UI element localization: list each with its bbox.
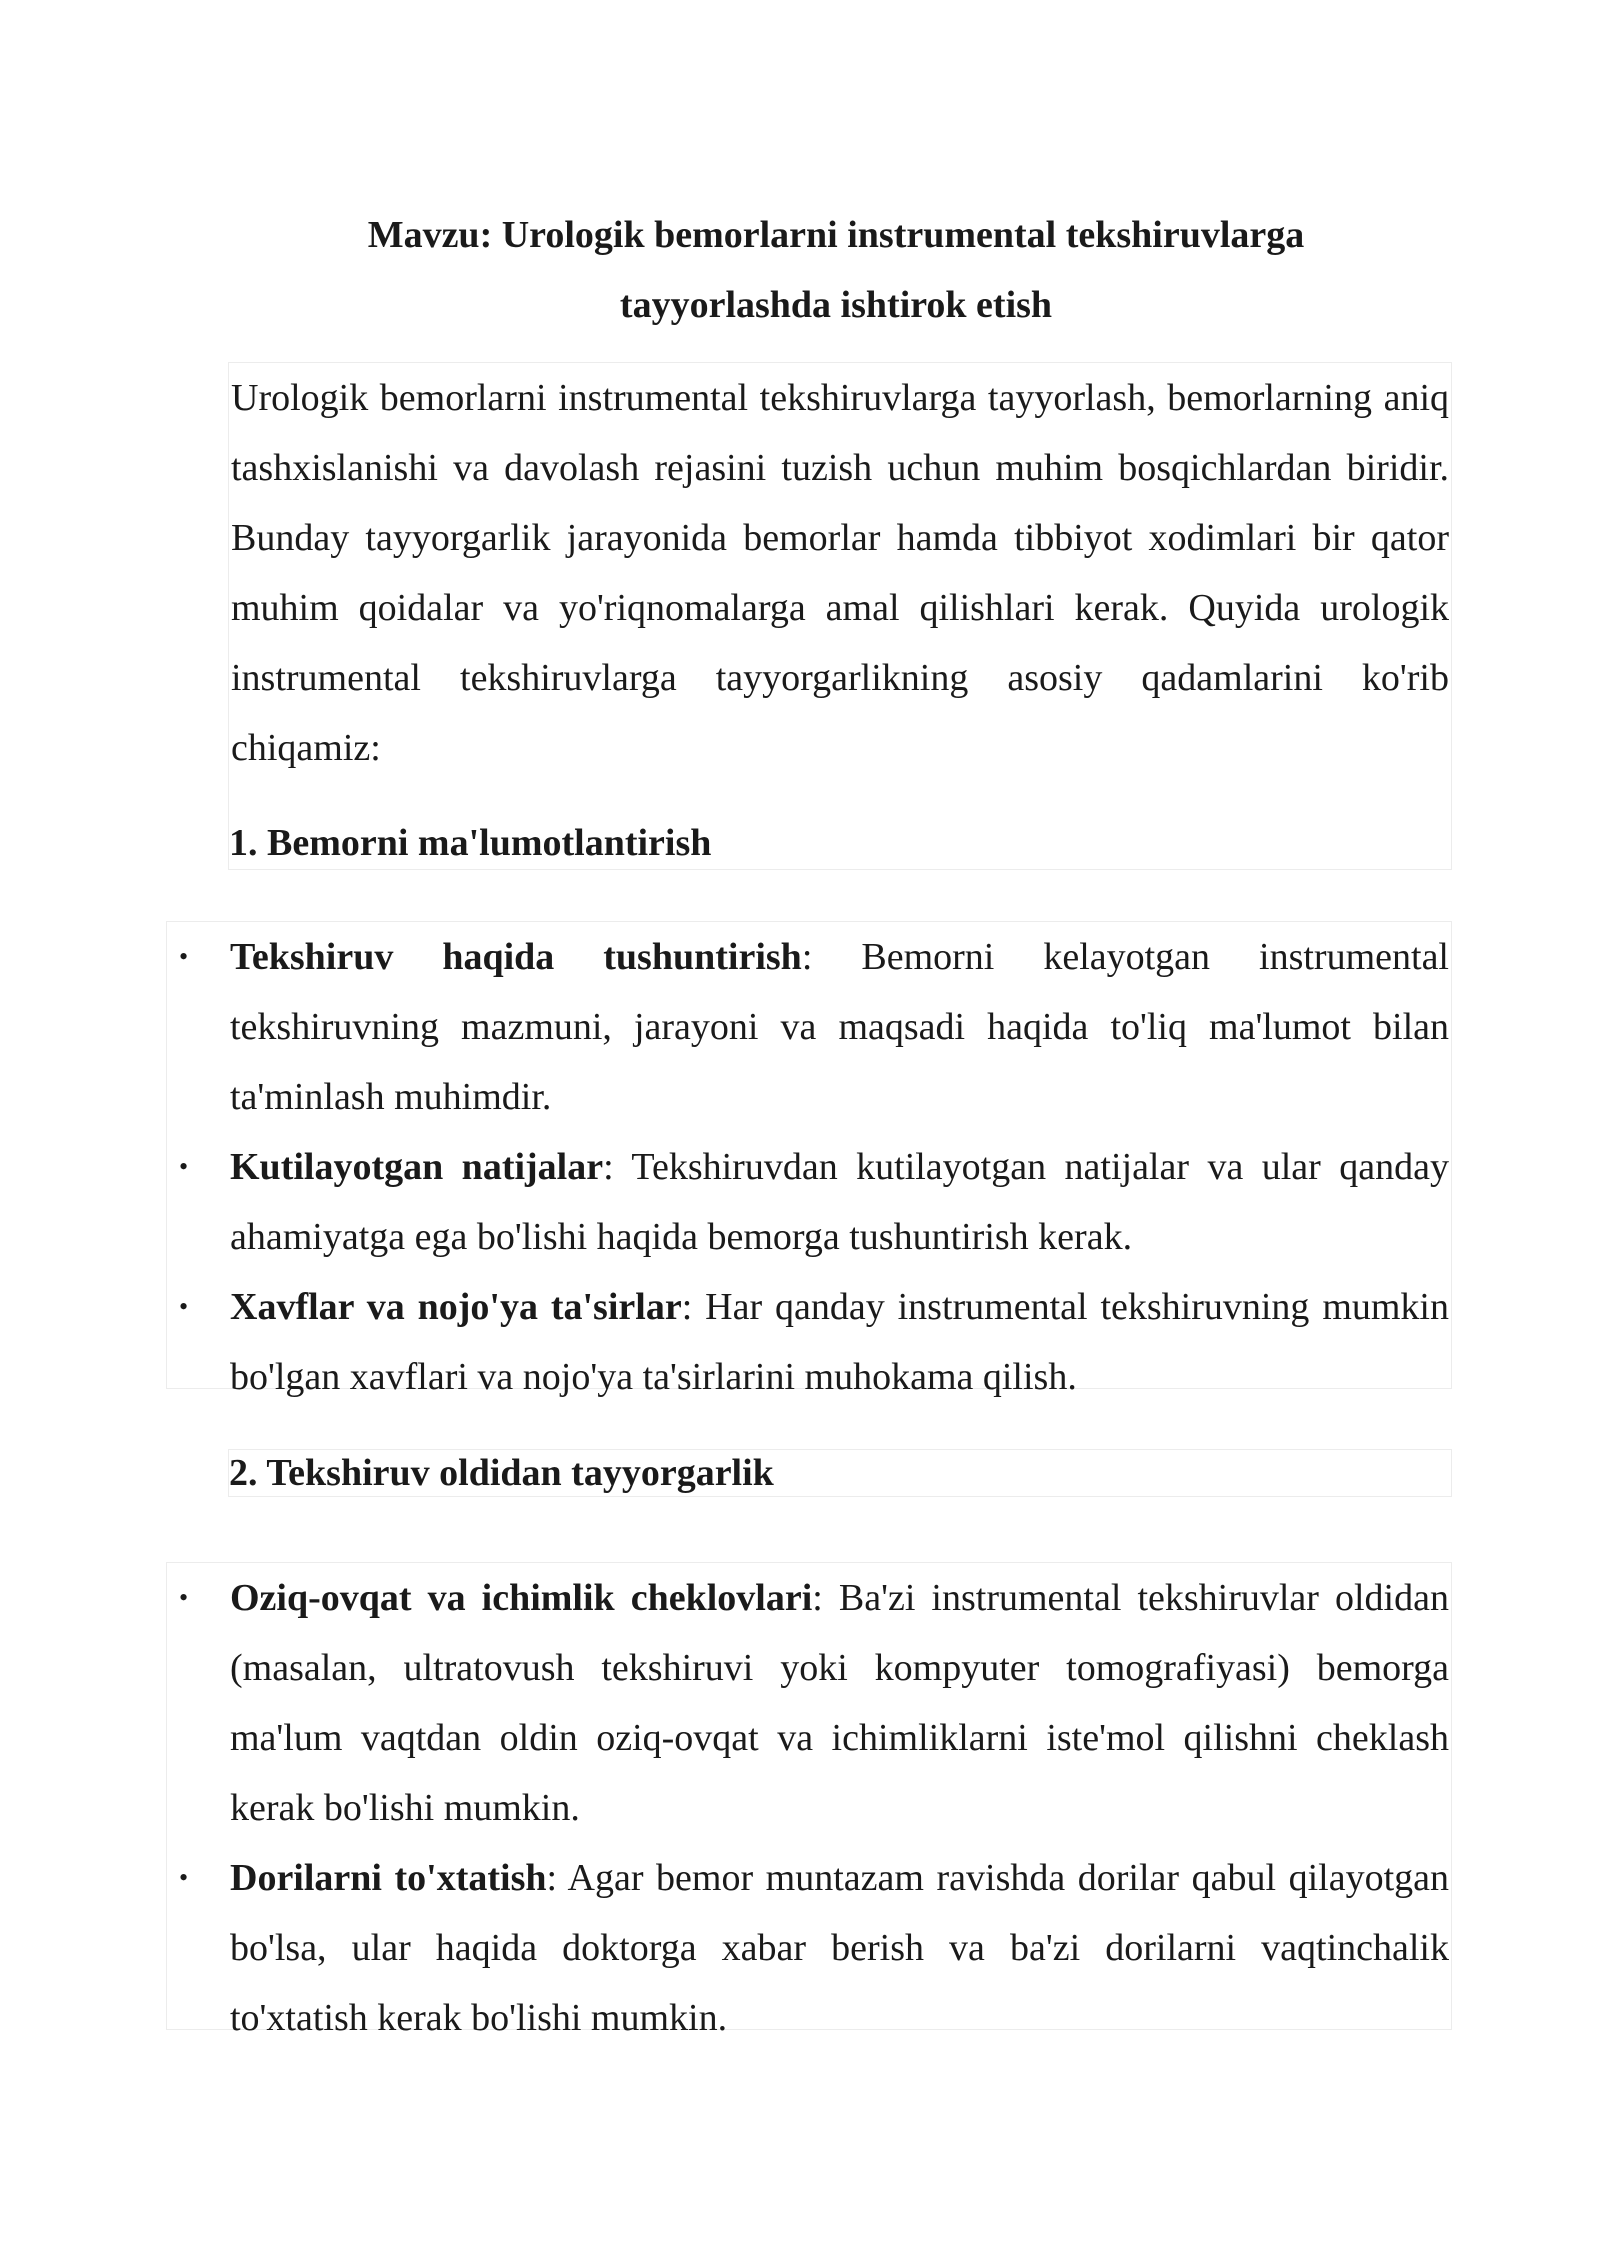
- intro-block: [228, 362, 1452, 870]
- list-item-term: Tekshiruv haqida tushuntirish: [230, 936, 802, 978]
- list-item-text: : Har qanday instrumental tekshiruvning mumkin bo'lgan xavflari va nojo'ya ta'sirlarini muhokama qilish.: [230, 1286, 1449, 1398]
- list-item-text: : Tekshiruvdan kutilayotgan natijalar va ular qanday ahamiyatga ega bo'lishi haqida bemorga tushuntirish kerak.: [230, 1146, 1449, 1258]
- list-item-text: : Bemorni kelayotgan instrumental tekshiruvning mazmuni, jarayoni va maqsadi haqida to'liq ma'lumot bilan ta'minlash muhimdir.: [230, 936, 1449, 1118]
- list-item: [167, 1843, 1451, 2053]
- bullet-icon: •: [179, 1292, 189, 1321]
- section1-heading-block: [228, 808, 1452, 870]
- list-item-text: : Agar bemor muntazam ravishda dorilar qabul qilayotgan bo'lsa, ular haqida doktorga xabar berish va ba'zi dorilarni vaqtinchalik to'xtatish kerak bo'lishi mumkin.: [230, 1857, 1449, 2039]
- list-item-term: Kutilayotgan natijalar: [230, 1146, 604, 1188]
- bullet-icon: •: [179, 1152, 189, 1181]
- section2-heading-block: [228, 1449, 1452, 1497]
- bullet-icon: •: [179, 1863, 189, 1892]
- intro-paragraph: Urologik bemorlarni instrumental tekshiruvlarga tayyorlash, bemorlarning aniq tashxislanishi va davolash rejasini tuzish uchun muhim bosqichlardan biridir. Bunday tayyorgarlik jarayonida bemorlar hamda tibbiyot xodimlari bir qator muhim qoidalar va yo'riqnomalarga amal qilishlari kerak. Quyida urologik instrumental tekshiruvlarga tayyorgarlikning asosiy qadamlarini ko'rib chiqamiz:: [231, 377, 1449, 769]
- section2-list: [166, 1562, 1452, 2039]
- list-item: [167, 1563, 1451, 1843]
- section1-list: [166, 921, 1452, 1398]
- list-item: [167, 1272, 1451, 1412]
- section2-heading: 2. Tekshiruv oldidan tayyorgarlik: [229, 1452, 774, 1494]
- title-line-2: tayyorlashda ishtirok etish: [619, 284, 1053, 326]
- list-item-term: Dorilarni to'xtatish: [230, 1857, 547, 1899]
- bullet-icon: •: [179, 1583, 189, 1612]
- bullet-icon: •: [179, 942, 189, 971]
- page-title: [166, 200, 1506, 340]
- section1-heading: 1. Bemorni ma'lumotlantirish: [229, 822, 712, 864]
- title-line-1: Mavzu: Urologik bemorlarni instrumental tekshiruvlarga: [367, 214, 1305, 256]
- list-item-term: Xavflar va nojo'ya ta'sirlar: [230, 1286, 682, 1328]
- list-item-term: Oziq-ovqat va ichimlik cheklovlari: [230, 1577, 813, 1619]
- list-item: [167, 1132, 1451, 1272]
- list-item-text: : Ba'zi instrumental tekshiruvlar oldidan (masalan, ultratovush tekshiruvi yoki kompyuter tomografiyasi) bemorga ma'lum vaqtdan oldin oziq-ovqat va ichimliklarni iste'mol qilishni cheklash kerak bo'lishi mumkin.: [230, 1577, 1449, 1829]
- list-item: [167, 922, 1451, 1132]
